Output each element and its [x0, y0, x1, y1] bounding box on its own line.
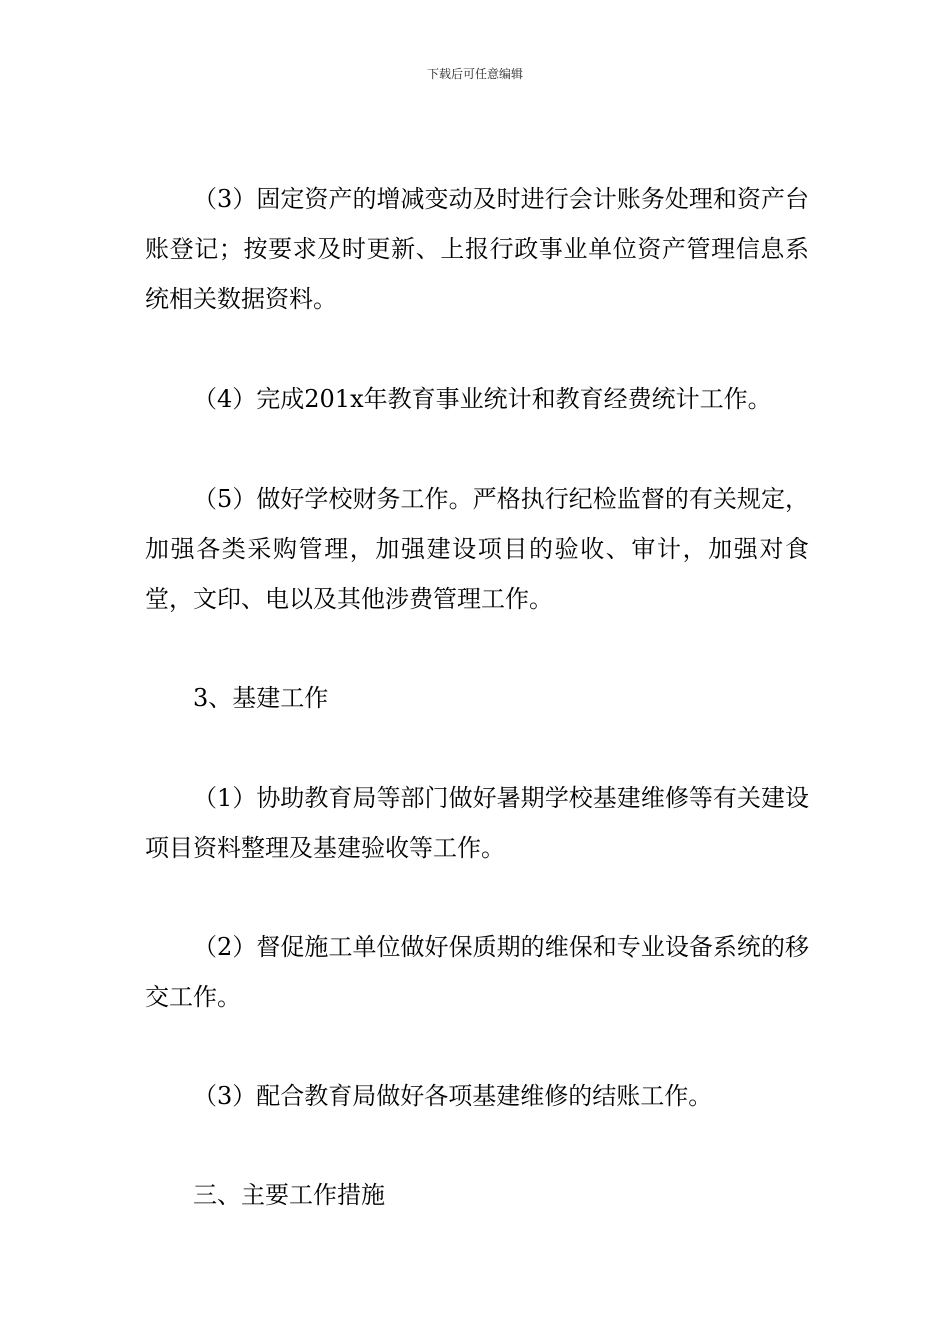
section-heading-construction: 3、基建工作	[193, 684, 329, 712]
section-heading-measures: 三、主要工作措施	[193, 1181, 385, 1209]
page-header: 下载后可任意编辑	[426, 67, 523, 81]
paragraph-construction-assist: （1）协助教育局等部门做好暑期学校基建维修等有关建设项目资料整理及基建验收等工作。	[145, 784, 809, 862]
paragraph-finance: （5）做好学校财务工作。严格执行纪检监督的有关规定，加强各类采购管理，加强建设项目的验收、审计，加强对食堂，文印、电以及其他涉费管理工作。	[145, 485, 809, 613]
paragraph-statistics: （4）完成201x年教育事业统计和教育经费统计工作。	[193, 385, 772, 413]
paragraph-construction-supervise: （2）督促施工单位做好保质期的维保和专业设备系统的移交工作。	[145, 933, 809, 1011]
paragraph-construction-settle: （3）配合教育局做好各项基建维修的结账工作。	[193, 1082, 713, 1110]
paragraph-fixed-assets: （3）固定资产的增减变动及时进行会计账务处理和资产台账登记；按要求及时更新、上报行政事业单位资产管理信息系统相关数据资料。	[145, 185, 809, 313]
